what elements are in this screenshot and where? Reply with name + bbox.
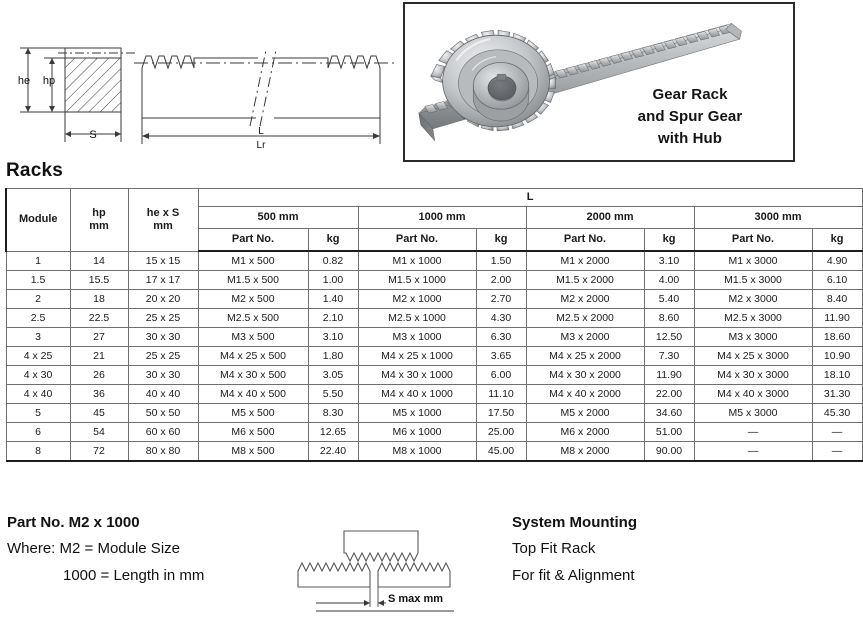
table-row xyxy=(6,366,862,385)
table-row xyxy=(6,328,862,347)
table-head xyxy=(6,189,862,252)
photo-caption xyxy=(601,84,779,149)
table-body xyxy=(6,251,862,461)
racks-spec-table xyxy=(5,188,863,462)
header-part-no-3000: Part No. xyxy=(694,229,812,252)
cell-he-x-s: 30 x 30 xyxy=(128,366,198,385)
part-number-legend xyxy=(7,510,204,589)
cell-part-no-1000mm: M5 x 1000 xyxy=(358,404,476,423)
cell-he-x-s: 50 x 50 xyxy=(128,404,198,423)
cell-module: 6 xyxy=(6,423,70,442)
cell-part-no-2000mm: M4 x 40 x 2000 xyxy=(526,385,644,404)
cell-part-no-3000mm: M4 x 25 x 3000 xyxy=(694,347,812,366)
cell-kg-1000mm: 6.00 xyxy=(476,366,526,385)
cell-module: 4 x 30 xyxy=(6,366,70,385)
cell-kg-1000mm: 3.65 xyxy=(476,347,526,366)
header-group-1000: 1000 mm xyxy=(358,207,526,229)
cell-part-no-3000mm: — xyxy=(694,423,812,442)
header-part-no-500: Part No. xyxy=(198,229,308,252)
cell-part-no-2000mm: M4 x 30 x 2000 xyxy=(526,366,644,385)
rack-cross-section-drawing xyxy=(8,34,138,154)
cell-part-no-3000mm: M1.5 x 3000 xyxy=(694,271,812,290)
cell-kg-3000mm: 4.90 xyxy=(812,251,862,271)
cell-kg-500mm: 3.10 xyxy=(308,328,358,347)
cell-part-no-2000mm: M4 x 25 x 2000 xyxy=(526,347,644,366)
table-row xyxy=(6,347,862,366)
cell-kg-500mm: 8.30 xyxy=(308,404,358,423)
cell-part-no-1000mm: M8 x 1000 xyxy=(358,442,476,462)
cell-part-no-1000mm: M4 x 40 x 1000 xyxy=(358,385,476,404)
cell-hp: 54 xyxy=(70,423,128,442)
cell-part-no-1000mm: M6 x 1000 xyxy=(358,423,476,442)
cell-kg-1000mm: 2.00 xyxy=(476,271,526,290)
cell-kg-500mm: 1.80 xyxy=(308,347,358,366)
cell-kg-500mm: 12.65 xyxy=(308,423,358,442)
cell-module: 8 xyxy=(6,442,70,462)
cell-part-no-3000mm: M1 x 3000 xyxy=(694,251,812,271)
photo-caption-line-3: with Hub xyxy=(657,129,723,147)
cell-part-no-500mm: M2 x 500 xyxy=(198,290,308,309)
cell-kg-2000mm: 4.00 xyxy=(644,271,694,290)
cell-module: 2 xyxy=(6,290,70,309)
cell-hp: 18 xyxy=(70,290,128,309)
cell-kg-1000mm: 1.50 xyxy=(476,251,526,271)
cell-kg-3000mm: 8.40 xyxy=(812,290,862,309)
cell-hp: 72 xyxy=(70,442,128,462)
cell-part-no-500mm: M6 x 500 xyxy=(198,423,308,442)
cell-part-no-500mm: M8 x 500 xyxy=(198,442,308,462)
header-he-x-s: he x S mm xyxy=(128,189,198,252)
header-group-3000: 3000 mm xyxy=(694,207,862,229)
cell-part-no-2000mm: M6 x 2000 xyxy=(526,423,644,442)
cell-kg-3000mm: 45.30 xyxy=(812,404,862,423)
cell-part-no-2000mm: M8 x 2000 xyxy=(526,442,644,462)
cell-part-no-1000mm: M4 x 25 x 1000 xyxy=(358,347,476,366)
cell-part-no-500mm: M2.5 x 500 xyxy=(198,309,308,328)
table-header-row-span xyxy=(6,189,862,207)
cell-he-x-s: 80 x 80 xyxy=(128,442,198,462)
cell-kg-3000mm: — xyxy=(812,442,862,462)
cell-hp: 36 xyxy=(70,385,128,404)
cell-part-no-500mm: M1.5 x 500 xyxy=(198,271,308,290)
cell-part-no-3000mm: — xyxy=(694,442,812,462)
label-s: S xyxy=(89,129,97,141)
header-kg-3000: kg xyxy=(812,229,862,252)
cell-module: 3 xyxy=(6,328,70,347)
cell-kg-500mm: 22.40 xyxy=(308,442,358,462)
system-mounting-title: System Mounting xyxy=(512,514,638,531)
cell-kg-2000mm: 5.40 xyxy=(644,290,694,309)
cell-he-x-s: 15 x 15 xyxy=(128,251,198,271)
cell-part-no-2000mm: M2 x 2000 xyxy=(526,290,644,309)
cell-part-no-3000mm: M4 x 30 x 3000 xyxy=(694,366,812,385)
header-group-2000: 2000 mm xyxy=(526,207,694,229)
cell-part-no-2000mm: M5 x 2000 xyxy=(526,404,644,423)
cell-kg-2000mm: 11.90 xyxy=(644,366,694,385)
cell-kg-1000mm: 17.50 xyxy=(476,404,526,423)
cell-hp: 22.5 xyxy=(70,309,128,328)
header-group-500: 500 mm xyxy=(198,207,358,229)
cell-kg-500mm: 0.82 xyxy=(308,251,358,271)
cell-hp: 15.5 xyxy=(70,271,128,290)
header-kg-500: kg xyxy=(308,229,358,252)
cell-module: 1 xyxy=(6,251,70,271)
cell-part-no-2000mm: M1 x 2000 xyxy=(526,251,644,271)
cell-part-no-500mm: M4 x 30 x 500 xyxy=(198,366,308,385)
cell-kg-2000mm: 34.60 xyxy=(644,404,694,423)
racks-table-container xyxy=(5,188,851,462)
cell-part-no-500mm: M4 x 25 x 500 xyxy=(198,347,308,366)
cell-kg-3000mm: 11.90 xyxy=(812,309,862,328)
cell-kg-3000mm: 31.30 xyxy=(812,385,862,404)
cell-part-no-1000mm: M1 x 1000 xyxy=(358,251,476,271)
cell-part-no-1000mm: M4 x 30 x 1000 xyxy=(358,366,476,385)
cell-kg-1000mm: 6.30 xyxy=(476,328,526,347)
label-l: L xyxy=(258,126,264,137)
cell-part-no-500mm: M5 x 500 xyxy=(198,404,308,423)
part-number-example: Part No. M2 x 1000 xyxy=(7,514,140,531)
cell-part-no-2000mm: M2.5 x 2000 xyxy=(526,309,644,328)
cell-module: 2.5 xyxy=(6,309,70,328)
cell-part-no-3000mm: M3 x 3000 xyxy=(694,328,812,347)
top-fit-mounting-diagram xyxy=(286,527,486,619)
cell-part-no-500mm: M4 x 40 x 500 xyxy=(198,385,308,404)
system-mounting-line-2: Top Fit Rack xyxy=(512,540,596,558)
table-row xyxy=(6,251,862,271)
cell-kg-500mm: 3.05 xyxy=(308,366,358,385)
cell-kg-2000mm: 51.00 xyxy=(644,423,694,442)
cell-part-no-1000mm: M2.5 x 1000 xyxy=(358,309,476,328)
cell-hp: 14 xyxy=(70,251,128,271)
cell-part-no-500mm: M1 x 500 xyxy=(198,251,308,271)
cell-kg-1000mm: 45.00 xyxy=(476,442,526,462)
table-row xyxy=(6,385,862,404)
cell-part-no-2000mm: M1.5 x 2000 xyxy=(526,271,644,290)
system-mounting-line-3: For fit & Alignment xyxy=(512,566,635,584)
table-row xyxy=(6,442,862,462)
label-hp: hp xyxy=(42,75,56,87)
cell-kg-3000mm: 18.60 xyxy=(812,328,862,347)
header-module: Module xyxy=(6,189,70,252)
header-part-no-2000: Part No. xyxy=(526,229,644,252)
cell-part-no-500mm: M3 x 500 xyxy=(198,328,308,347)
cell-kg-1000mm: 11.10 xyxy=(476,385,526,404)
cell-kg-1000mm: 2.70 xyxy=(476,290,526,309)
cell-kg-1000mm: 4.30 xyxy=(476,309,526,328)
cell-hp: 27 xyxy=(70,328,128,347)
section-heading-racks: Racks xyxy=(6,160,63,181)
cell-kg-2000mm: 8.60 xyxy=(644,309,694,328)
cell-he-x-s: 17 x 17 xyxy=(128,271,198,290)
header-kg-2000: kg xyxy=(644,229,694,252)
cell-kg-3000mm: 10.90 xyxy=(812,347,862,366)
cell-module: 5 xyxy=(6,404,70,423)
table-row xyxy=(6,290,862,309)
header-part-no-1000: Part No. xyxy=(358,229,476,252)
cell-kg-3000mm: — xyxy=(812,423,862,442)
header-hp: hp mm xyxy=(70,189,128,252)
cell-module: 1.5 xyxy=(6,271,70,290)
label-he: he xyxy=(17,75,31,87)
table-row xyxy=(6,309,862,328)
system-mounting-notes xyxy=(512,510,637,589)
cell-part-no-3000mm: M4 x 40 x 3000 xyxy=(694,385,812,404)
cell-he-x-s: 20 x 20 xyxy=(128,290,198,309)
photo-caption-line-2: and Spur Gear xyxy=(637,107,743,125)
cell-he-x-s: 60 x 60 xyxy=(128,423,198,442)
technical-drawings-area xyxy=(0,0,400,168)
cell-part-no-1000mm: M1.5 x 1000 xyxy=(358,271,476,290)
cell-hp: 45 xyxy=(70,404,128,423)
cell-kg-3000mm: 18.10 xyxy=(812,366,862,385)
cell-he-x-s: 25 x 25 xyxy=(128,309,198,328)
cell-he-x-s: 40 x 40 xyxy=(128,385,198,404)
photo-caption-line-1: Gear Rack xyxy=(652,86,728,103)
cell-he-x-s: 30 x 30 xyxy=(128,328,198,347)
label-s-max-mm: S max mm xyxy=(388,593,444,605)
cell-kg-2000mm: 7.30 xyxy=(644,347,694,366)
header-kg-1000: kg xyxy=(476,229,526,252)
cell-kg-2000mm: 22.00 xyxy=(644,385,694,404)
part-number-where-module: Where: M2 = Module Size xyxy=(7,540,180,558)
product-photo-panel xyxy=(403,2,795,162)
cell-part-no-3000mm: M2.5 x 3000 xyxy=(694,309,812,328)
table-row xyxy=(6,423,862,442)
cell-kg-500mm: 5.50 xyxy=(308,385,358,404)
cell-module: 4 x 40 xyxy=(6,385,70,404)
label-lr: Lr xyxy=(256,140,266,151)
cell-kg-1000mm: 25.00 xyxy=(476,423,526,442)
cell-kg-500mm: 1.40 xyxy=(308,290,358,309)
cell-he-x-s: 25 x 25 xyxy=(128,347,198,366)
cell-part-no-3000mm: M2 x 3000 xyxy=(694,290,812,309)
cell-kg-2000mm: 3.10 xyxy=(644,251,694,271)
cell-kg-2000mm: 12.50 xyxy=(644,328,694,347)
part-number-where-length: 1000 = Length in mm xyxy=(63,566,205,584)
table-row xyxy=(6,404,862,423)
cell-part-no-3000mm: M5 x 3000 xyxy=(694,404,812,423)
cell-hp: 26 xyxy=(70,366,128,385)
cell-kg-3000mm: 6.10 xyxy=(812,271,862,290)
table-row xyxy=(6,271,862,290)
cell-kg-500mm: 1.00 xyxy=(308,271,358,290)
cell-part-no-1000mm: M3 x 1000 xyxy=(358,328,476,347)
cell-kg-500mm: 2.10 xyxy=(308,309,358,328)
cell-hp: 21 xyxy=(70,347,128,366)
cell-kg-2000mm: 90.00 xyxy=(644,442,694,462)
cell-part-no-1000mm: M2 x 1000 xyxy=(358,290,476,309)
cell-part-no-2000mm: M3 x 2000 xyxy=(526,328,644,347)
rack-side-profile-drawing xyxy=(132,36,400,160)
cell-module: 4 x 25 xyxy=(6,347,70,366)
header-length-span: L xyxy=(198,189,862,207)
